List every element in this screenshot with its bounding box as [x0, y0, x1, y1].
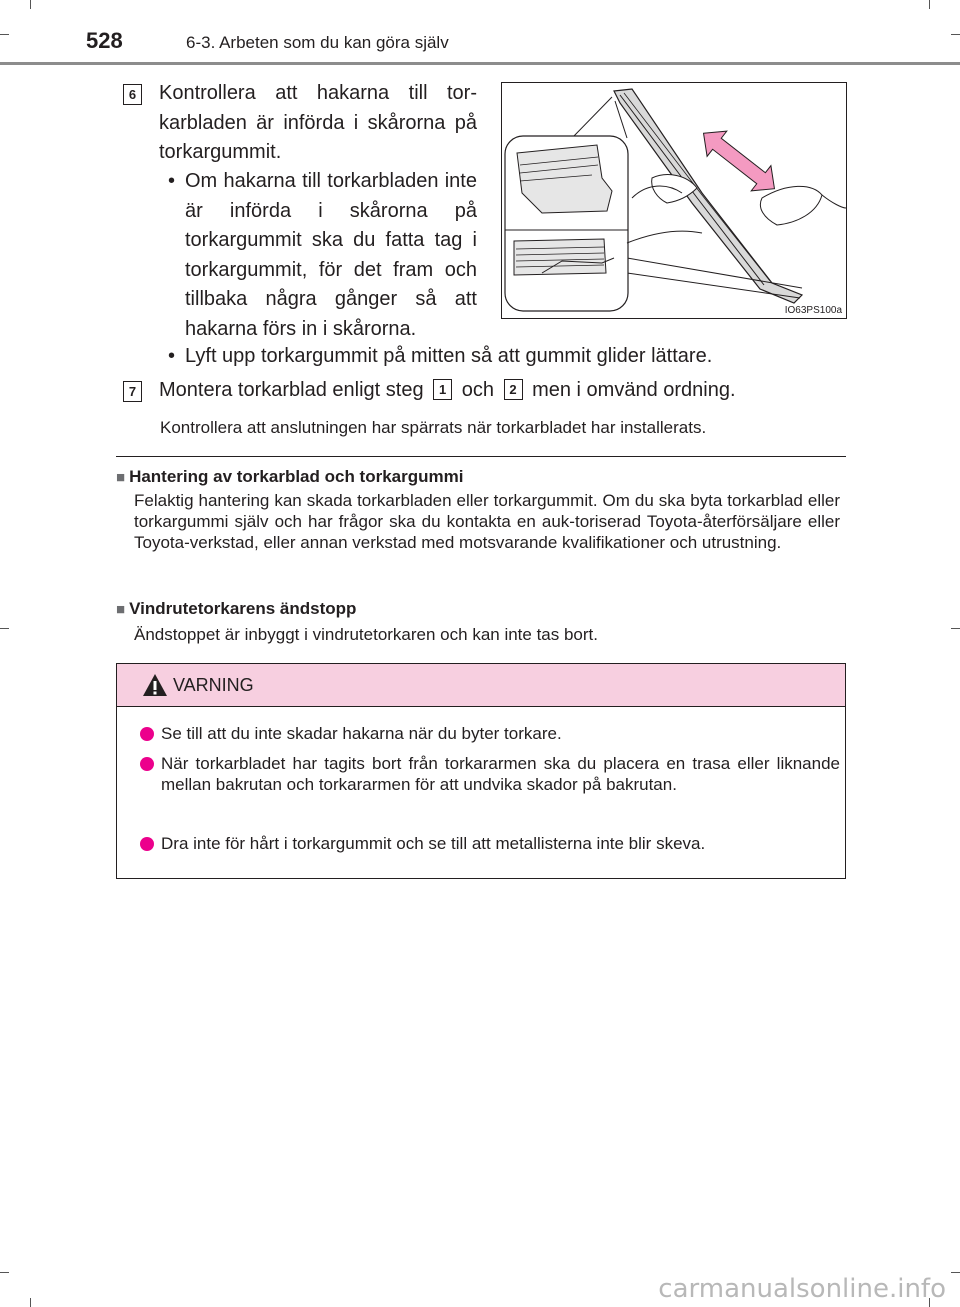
crop-mark [951, 1272, 960, 1273]
bullet-dot-icon [140, 837, 154, 851]
crop-mark [30, 1298, 31, 1307]
crop-mark [0, 628, 9, 629]
figure-code: IO63PS100a [784, 305, 842, 316]
square-bullet-icon: ■ [116, 601, 126, 618]
step7-text [159, 376, 849, 406]
step7-note: Kontrollera att anslutningen har spärrats när torkarbladet har installerats. [160, 418, 707, 437]
bullet-mark: • [168, 170, 176, 192]
warning-triangle-icon [142, 673, 168, 697]
crop-mark [951, 628, 960, 629]
page-number: 528 [86, 28, 123, 53]
step-ref-1: 1 [433, 379, 452, 400]
bullet-dot-icon [140, 727, 154, 741]
step6-text: Kontrollera att hakarna till tor-karbladen är införda i skårorna på torkargummit. [159, 82, 477, 163]
section-handling-text: Felaktig hantering kan skada torkarbladen eller torkargummit. Om du ska byta torkarblad eller torkargummi själv och har frågor ska du kontakta en auk-toriserad Toyota-återförsäljare eller Toyota-verkstad, eller annan verkstad med motsvarande kvalifikationer och utrustning. [134, 491, 840, 552]
warning-title: VARNING [173, 675, 254, 695]
bullet-dot-icon [140, 757, 154, 771]
step6-bullet-1-text: Om hakarna till torkarbladen inte är införda i skårorna på torkargummit ska du fatta tag i torkargummit, för det fram och tillbaka några gånger så att hakarna förs in i skårorna. [185, 170, 477, 340]
warning-item [140, 753, 840, 795]
warning-box [116, 663, 846, 879]
step7-text-mid: och [461, 379, 494, 401]
page-header [0, 0, 960, 70]
step6-bullet-1 [168, 167, 477, 344]
section-divider [116, 456, 846, 457]
step-badge-6: 6 [123, 84, 142, 105]
warning-item [140, 833, 840, 854]
section-heading-handling [116, 467, 463, 487]
warning-item-text: När torkarbladet har tagits bort från torkararmen ska du placera en trasa eller liknande mellan bakrutan och torkararmen för att undvika skador på bakrutan. [161, 754, 840, 794]
square-bullet-icon: ■ [116, 469, 126, 486]
warning-item-text: Dra inte för hårt i torkargummit och se till att metallisterna inte blir skeva. [161, 834, 706, 853]
section-heading-handling-text: Hantering av torkarblad och torkargummi [129, 467, 464, 486]
section-title: 6-3. Arbeten som du kan göra själv [186, 33, 449, 52]
section-heading-endstop-text: Vindrutetorkarens ändstopp [129, 599, 357, 618]
warning-item-text: Se till att du inte skadar hakarna när du byter torkare. [161, 724, 562, 743]
step7-text-before: Montera torkarblad enligt steg [159, 379, 424, 401]
warning-item [140, 723, 840, 744]
step6-bullet-2-text: Lyft upp torkargummit på mitten så att gummit glider lättare. [185, 345, 713, 367]
bullet-mark: • [168, 345, 176, 367]
step7-text-after: men i omvänd ordning. [532, 379, 736, 401]
header-rule [0, 62, 960, 65]
section-heading-endstop [116, 599, 356, 619]
wiper-blade-drawing [502, 83, 846, 318]
step-ref-2: 2 [504, 379, 523, 400]
section-endstop-text: Ändstoppet är inbyggt i vindrutetorkaren och kan inte tas bort. [134, 625, 598, 644]
watermark: carmanualsonline.info [658, 1274, 946, 1304]
wiper-illustration [501, 82, 847, 319]
step-badge-7: 7 [123, 381, 142, 402]
crop-mark [0, 1272, 9, 1273]
warning-header [117, 664, 845, 707]
step6-bullet-2 [168, 342, 848, 372]
